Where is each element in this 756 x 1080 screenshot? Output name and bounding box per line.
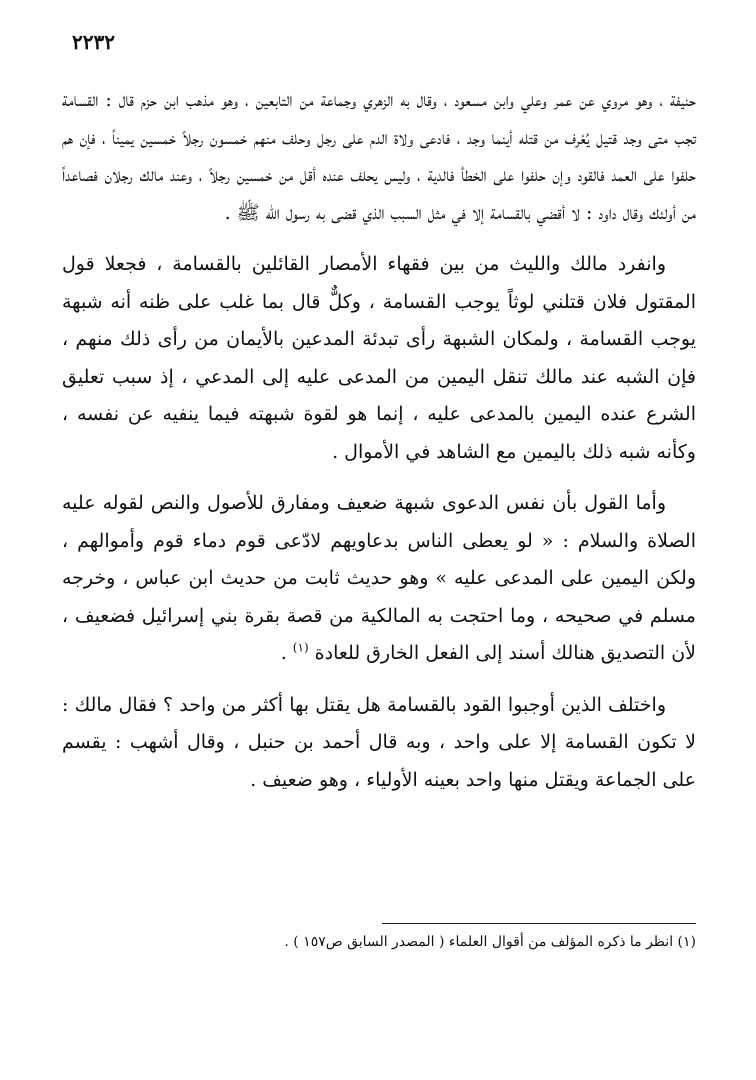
- footnote-divider: [382, 923, 696, 924]
- paragraph-2: وانفرد مالك والليث من بين فقهاء الأمصار القائلين بالقسامة ، فجعلا قول المقتول فلان قتلني لوثاً يوجب القسامة ، وكلٌّ قال بما غلب على ظنه أنه شبهة يوجب القسامة ، ولمكان الشبهة رأى تبدئة المدعين بالأيمان من رأى ذلك منهم ، فإن الشبه عند مالك تنقل اليمين من المدعى عليه إلى المدعي ، إذ سبب تعليق الشرع عنده اليمين بالمدعى عليه ، إنما هو لقوة شبهته فيما ينفيه عن نفسه ، وكأنه شبه ذلك باليمين مع الشاهد في الأموال .: [62, 253, 696, 463]
- footnote-reference[interactable]: (١): [292, 640, 309, 655]
- footnote: (١) انظر ما ذكره المؤلف من أقوال العلماء ( المصدر السابق ص١٥٧ ) .: [284, 934, 696, 950]
- paragraph-3: [62, 485, 696, 673]
- page-body: [62, 82, 696, 799]
- paragraph-1: حنيفة ، وهو مروي عن عمر وعلي وابن مسعود ، وقال به الزهري وجماعة من التابعين ، وهو مذهب ابن حزم قال : القسامة تجب متى وجد قتيل يُعْرف من قتله أينما وجد ، فادعى ولاة الدم على رجل وحلف منهم خمسون رجلاً خمسين يميناً ، فإن هم حلفوا على العمد فالقود وإن حلفوا على الخطأ فالدية ، وليس يحلف عنده أقل من خمسين رجلاً ، وعند مالك رجلان فصاعداً من أولئك وقال داود : لا أقضي بالقسامة إلا في مثل السبب الذي قضى به رسول الله ﷺ .: [62, 89, 696, 224]
- paragraph-4: واختلف الذين أوجبوا القود بالقسامة هل يقتل بها أكثر من واحد ؟ فقال مالك : لا تكون القسامة إلا على واحد ، وبه قال أحمد بن حنبل ، وقال أشهب : يقسم على الجماعة ويقتل منها واحد بعينه الأولياء ، وهو ضعيف .: [62, 693, 696, 791]
- page-number: ٢٢٣٢: [72, 30, 115, 54]
- paragraph-3-end: .: [280, 642, 293, 664]
- paragraph-3-text: وأما القول بأن نفس الدعوى شبهة ضعيف ومفارق للأصول والنص لقوله عليه الصلاة والسلام : « لو يعطى الناس بدعاويهم لادّعى قوم دماء قوم وأموالهم ، ولكن اليمين على المدعى عليه » وهو حديث ثابت من حديث ابن عباس ، وخرجه مسلم في صحيحه ، وما احتجت به المالكية من قصة بقرة بني إسرائيل فضعيف ، لأن التصديق هنالك أسند إلى الفعل الخارق للعادة: [62, 492, 696, 664]
